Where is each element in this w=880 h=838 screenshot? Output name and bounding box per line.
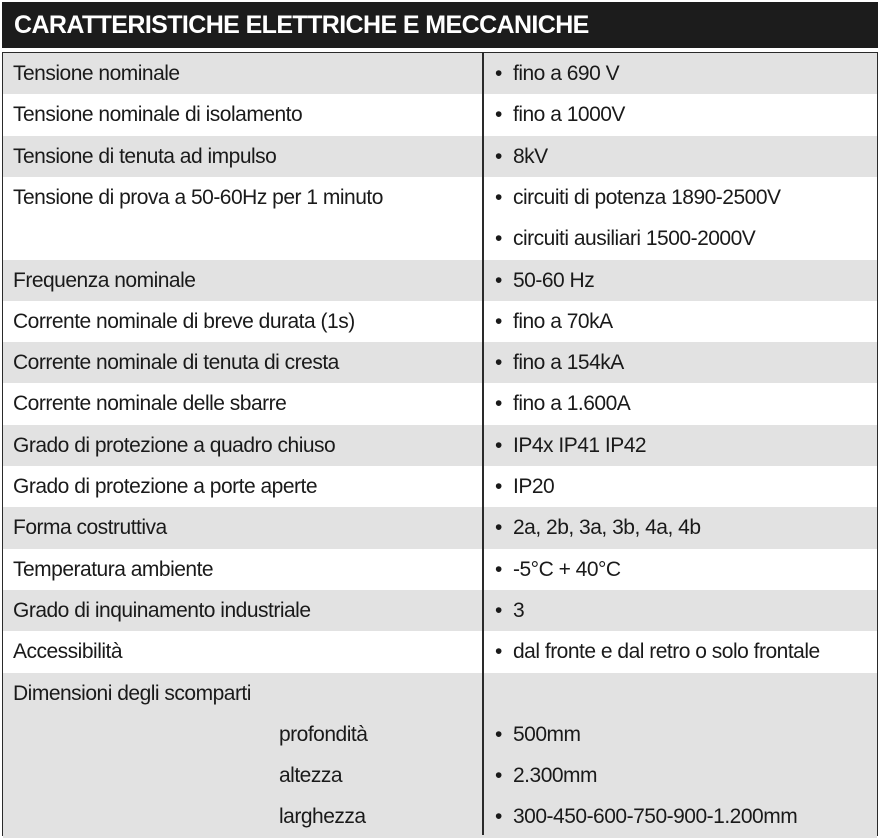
row-value bbox=[495, 714, 581, 755]
row-label: Temperatura ambiente bbox=[13, 557, 214, 581]
value-text: circuiti ausiliari 1500-2000V bbox=[513, 227, 756, 251]
row-label: Corrente nominale delle sbarre bbox=[13, 392, 287, 416]
row-value bbox=[495, 53, 619, 94]
table-row bbox=[3, 673, 877, 838]
row-value bbox=[495, 136, 548, 177]
bullet-icon: • bbox=[495, 268, 502, 292]
bullet-icon: • bbox=[495, 309, 502, 333]
row-value bbox=[495, 383, 630, 424]
bullet-icon: • bbox=[495, 103, 502, 127]
value-text: IP4x IP41 IP42 bbox=[513, 433, 647, 457]
value-text: 300-450-600-750-900-1.200mm bbox=[513, 805, 798, 829]
bullet-icon: • bbox=[495, 144, 502, 168]
value-text: 2.300mm bbox=[513, 764, 598, 788]
table-row bbox=[3, 383, 877, 424]
specs-table bbox=[2, 52, 878, 836]
row-label: Grado di inquinamento industriale bbox=[13, 598, 311, 622]
bullet-icon: • bbox=[495, 598, 502, 622]
table-row bbox=[3, 549, 877, 590]
row-label: Corrente nominale di breve durata (1s) bbox=[13, 309, 355, 333]
table-row bbox=[3, 425, 877, 466]
row-label: Tensione di tenuta ad impulso bbox=[13, 144, 277, 168]
row-value bbox=[495, 590, 524, 631]
table-row bbox=[3, 53, 877, 94]
bullet-icon: • bbox=[495, 516, 502, 540]
table-row bbox=[3, 466, 877, 507]
value-text: 2a, 2b, 3a, 3b, 4a, 4b bbox=[513, 516, 701, 540]
row-value bbox=[495, 631, 820, 672]
row-value bbox=[495, 796, 797, 837]
row-label: Tensione di prova a 50-60Hz per 1 minuto bbox=[13, 185, 383, 209]
table-row bbox=[3, 631, 877, 672]
table-row bbox=[3, 507, 877, 548]
bullet-icon: • bbox=[495, 185, 502, 209]
value-text: 500mm bbox=[513, 722, 581, 746]
column-divider bbox=[482, 53, 484, 835]
row-label: Grado di protezione a porte aperte bbox=[13, 475, 318, 498]
table-row bbox=[3, 342, 877, 383]
value-text: dal fronte e dal retro o solo frontale bbox=[513, 640, 820, 664]
bullet-icon: • bbox=[495, 475, 502, 498]
row-value bbox=[495, 177, 781, 218]
row-label: Forma costruttiva bbox=[13, 516, 167, 540]
row-label: Corrente nominale di tenuta di cresta bbox=[13, 351, 339, 375]
row-value bbox=[495, 342, 624, 383]
row-value bbox=[495, 755, 597, 796]
bullet-icon: • bbox=[495, 433, 502, 457]
row-label: Tensione nominale di isolamento bbox=[13, 103, 303, 127]
row-label: larghezza bbox=[279, 805, 366, 829]
table-row bbox=[3, 94, 877, 135]
value-text: fino a 690 V bbox=[513, 62, 620, 85]
bullet-icon: • bbox=[495, 764, 502, 788]
table-row bbox=[3, 260, 877, 301]
table-row bbox=[3, 177, 877, 260]
value-text: 8kV bbox=[513, 144, 548, 168]
table-row bbox=[3, 136, 877, 177]
row-value bbox=[495, 94, 625, 135]
row-label: Grado di protezione a quadro chiuso bbox=[13, 433, 336, 457]
bullet-icon: • bbox=[495, 640, 502, 664]
row-label: Dimensioni degli scomparti bbox=[13, 681, 251, 705]
bullet-icon: • bbox=[495, 227, 502, 251]
row-value bbox=[495, 425, 646, 466]
value-text: circuiti di potenza 1890-2500V bbox=[513, 185, 781, 209]
row-value bbox=[495, 549, 621, 590]
value-text: 50-60 Hz bbox=[513, 268, 595, 292]
row-value bbox=[495, 507, 701, 548]
table-row bbox=[3, 301, 877, 342]
row-label: profondità bbox=[279, 722, 368, 746]
bullet-icon: • bbox=[495, 351, 502, 375]
value-text: fino a 1000V bbox=[513, 103, 625, 127]
value-text: -5°C + 40°C bbox=[513, 557, 621, 581]
row-label: Tensione nominale bbox=[13, 62, 180, 85]
bullet-icon: • bbox=[495, 62, 502, 85]
row-value bbox=[495, 218, 755, 259]
bullet-icon: • bbox=[495, 722, 502, 746]
value-text: fino a 1.600A bbox=[513, 392, 631, 416]
table-title: CARATTERISTICHE ELETTRICHE E MECCANICHE bbox=[2, 2, 878, 48]
row-value bbox=[495, 260, 594, 301]
table-row bbox=[3, 590, 877, 631]
row-value bbox=[495, 466, 554, 507]
row-label: altezza bbox=[279, 764, 343, 788]
row-value bbox=[495, 301, 613, 342]
value-text: fino a 154kA bbox=[513, 351, 624, 375]
bullet-icon: • bbox=[495, 557, 502, 581]
row-label: Accessibilità bbox=[13, 640, 123, 664]
bullet-icon: • bbox=[495, 392, 502, 416]
value-text: fino a 70kA bbox=[513, 309, 613, 333]
value-text: IP20 bbox=[513, 475, 555, 498]
row-label: Frequenza nominale bbox=[13, 268, 196, 292]
bullet-icon: • bbox=[495, 805, 502, 829]
value-text: 3 bbox=[513, 598, 525, 622]
